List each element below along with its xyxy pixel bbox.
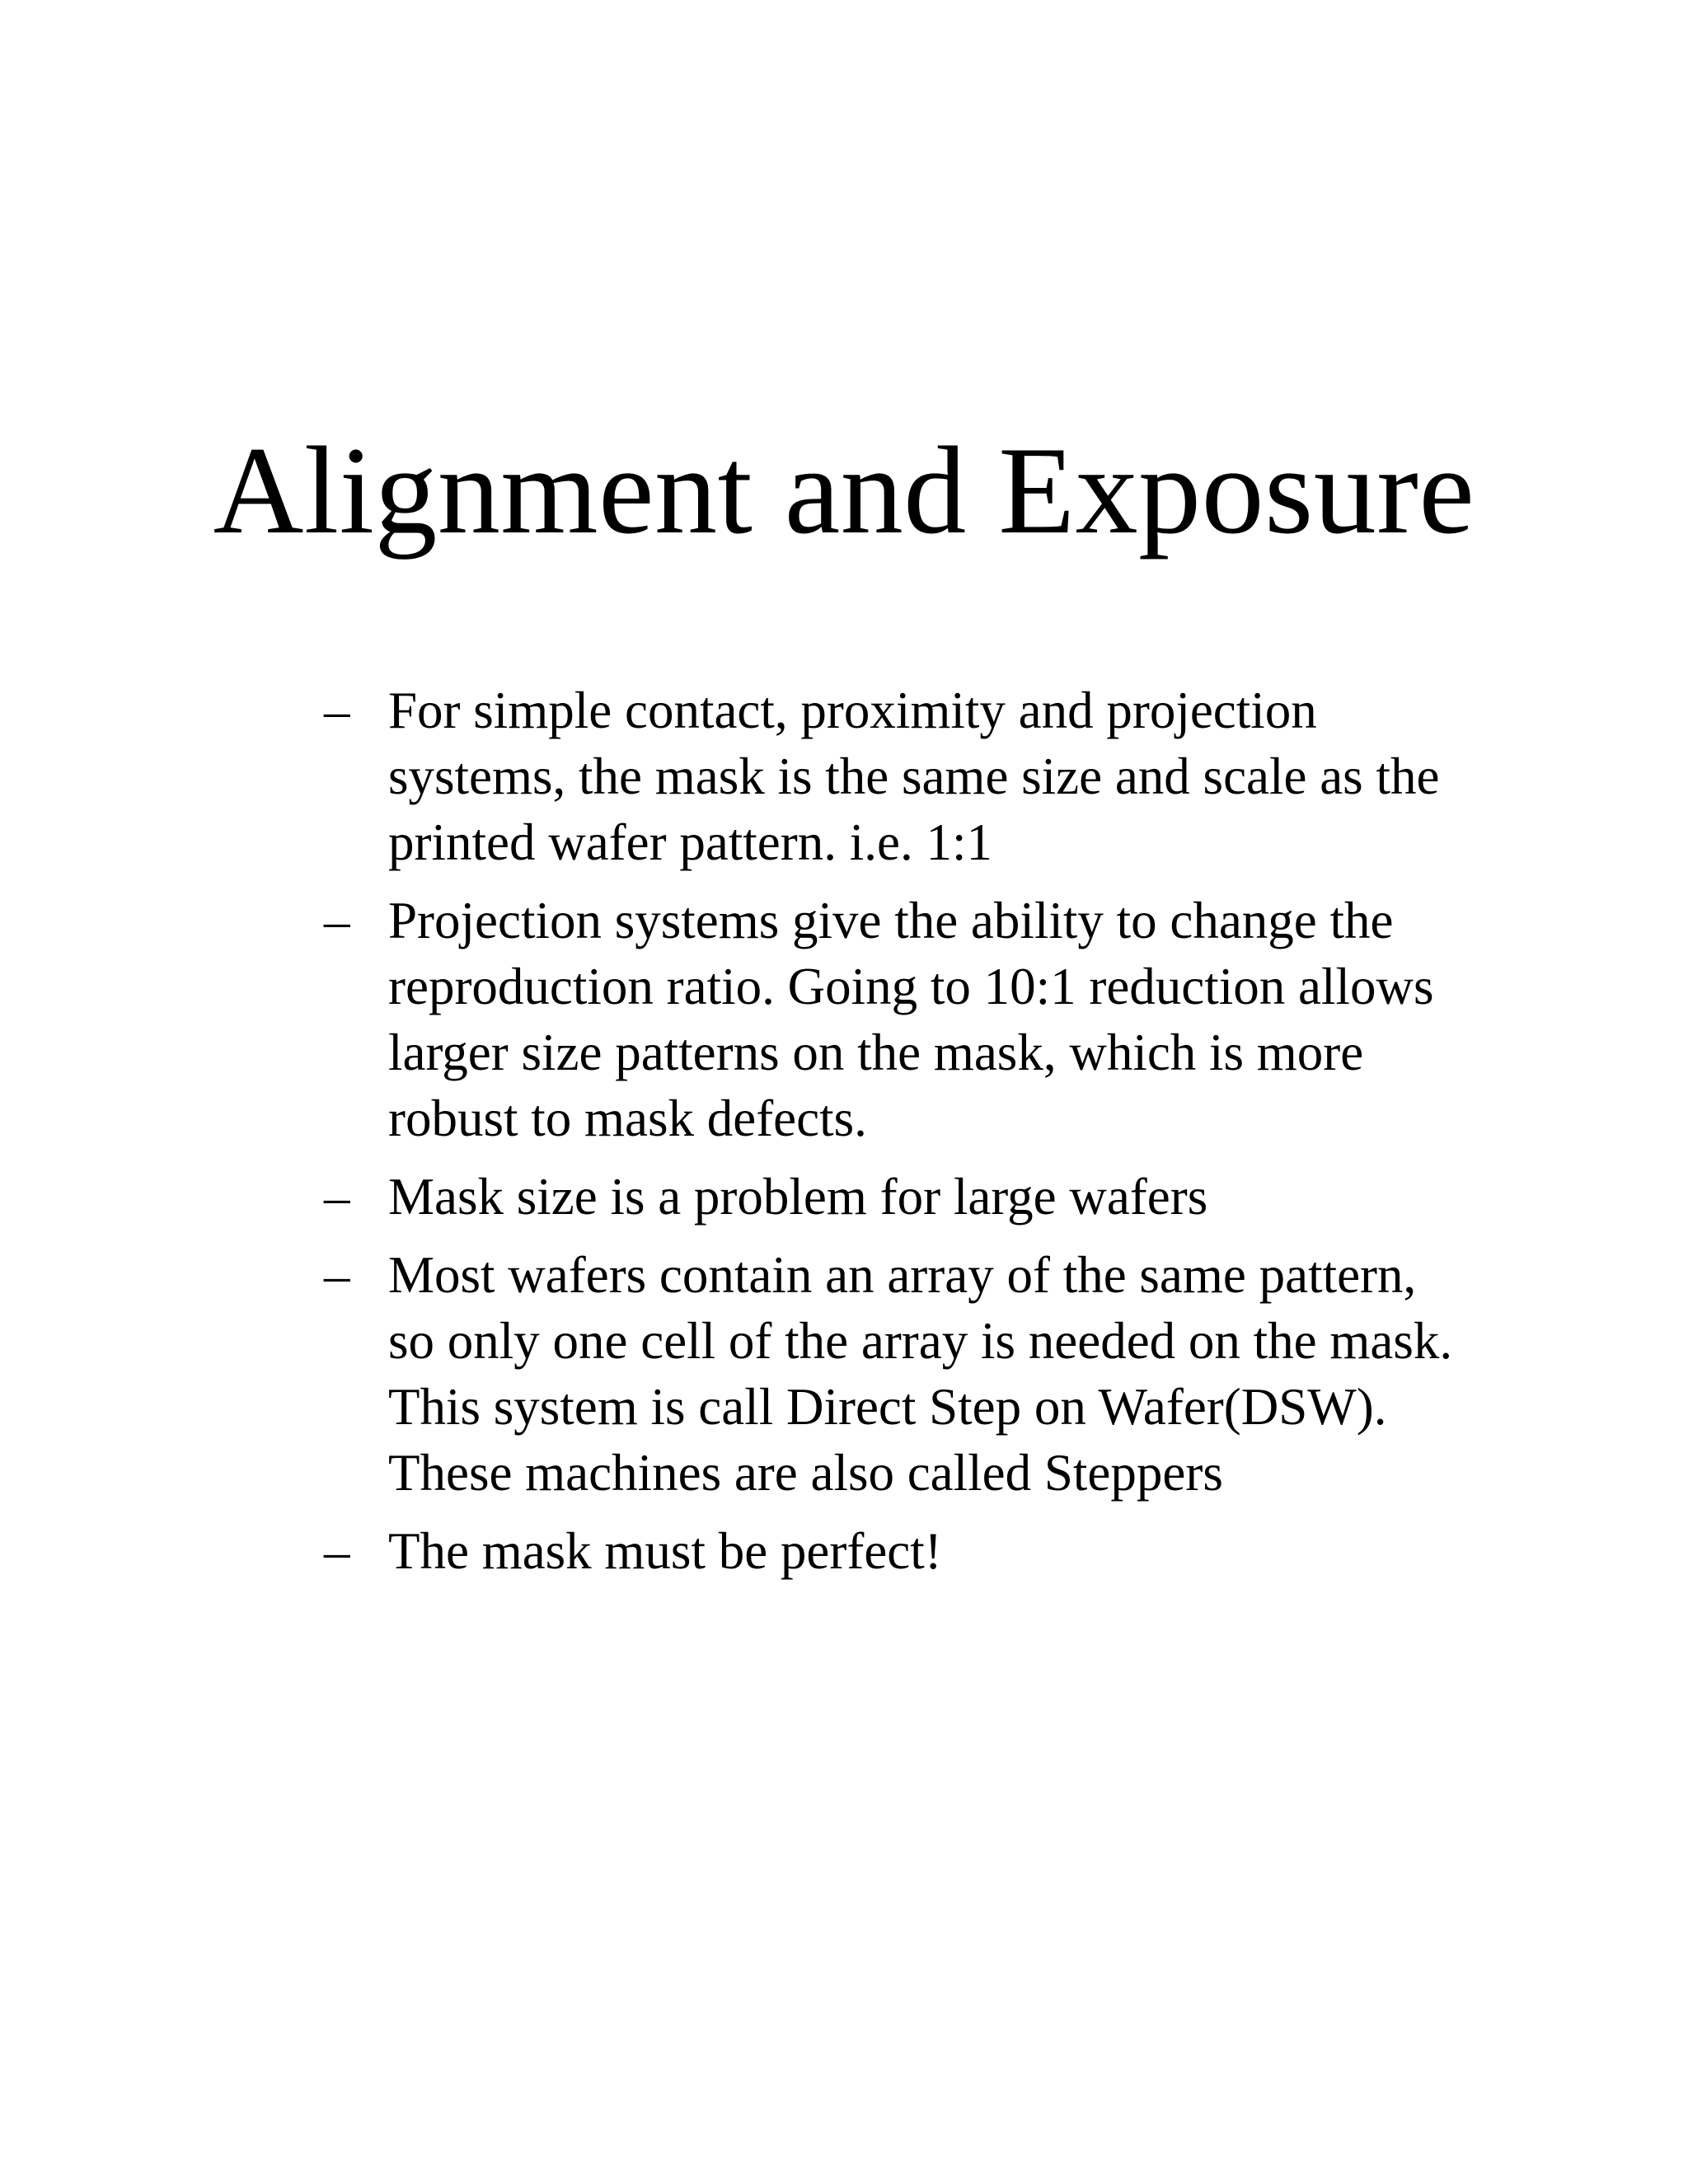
bullet-text: For simple contact, proximity and projection systems, the mask is the same size and scale as the printed wafer pattern. i.e. 1:1 <box>388 682 1440 871</box>
dash-marker-icon: – <box>324 1246 350 1304</box>
bullet-item <box>324 677 1453 875</box>
bullet-item <box>324 888 1453 1151</box>
bullet-text: Most wafers contain an array of the same pattern, so only one cell of the array is needed on the mask. This system is call Direct Step on Wafer(DSW). These machines are also called Steppers <box>388 1246 1453 1502</box>
slide-title: Alignment and Exposure <box>213 421 1475 560</box>
bullet-text: The mask must be perfect! <box>388 1522 942 1580</box>
bullet-list <box>324 677 1453 1596</box>
dash-marker-icon: – <box>324 1522 350 1580</box>
dash-marker-icon: – <box>324 682 350 739</box>
bullet-item <box>324 1242 1453 1506</box>
bullet-item <box>324 1164 1453 1230</box>
dash-marker-icon: – <box>324 1168 350 1226</box>
bullet-text: Projection systems give the ability to change the reproduction ratio. Going to 10:1 reduction allows larger size patterns on the mask, which is more robust to mask defects. <box>388 892 1434 1147</box>
bullet-text: Mask size is a problem for large wafers <box>388 1168 1208 1226</box>
dash-marker-icon: – <box>324 892 350 949</box>
bullet-item <box>324 1518 1453 1584</box>
